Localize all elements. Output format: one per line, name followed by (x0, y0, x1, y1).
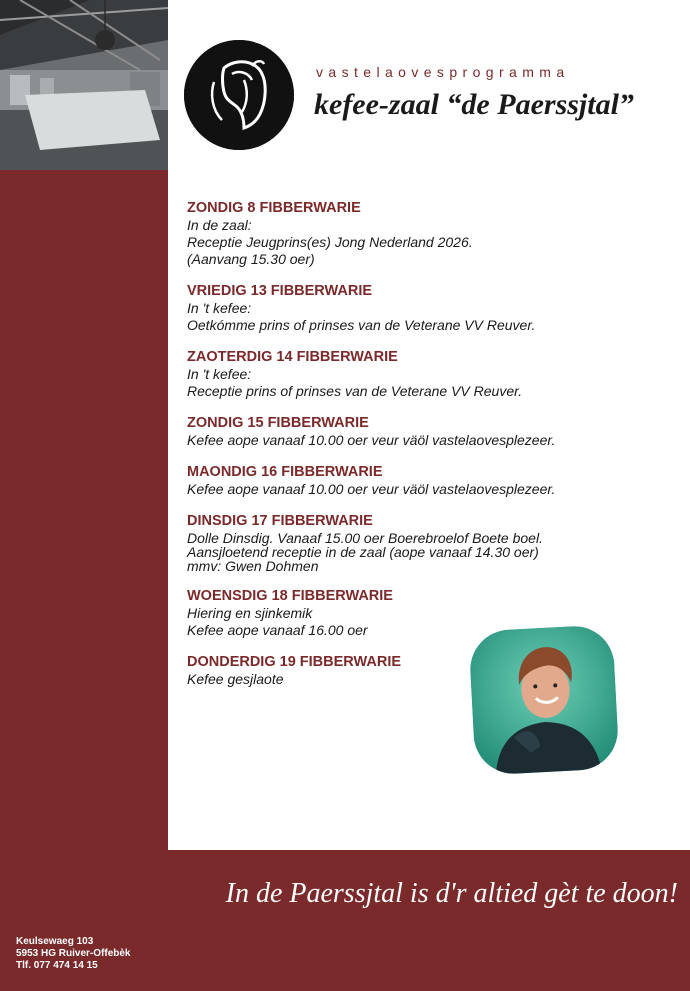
program-day (187, 415, 667, 449)
day-line: In 't kefee: (187, 366, 252, 382)
day-line: In de zaal: (187, 217, 252, 233)
program-day (187, 513, 667, 573)
day-line: Oetkómme prins of prinses van de Veterane VV Reuver. (187, 317, 536, 333)
address-city: 5953 HG Ruiver-Offebèk (16, 948, 131, 959)
day-line: Hiering en sjinkemik (187, 605, 313, 621)
footer-slogan: In de Paerssjtal is d'r altied gèt te doon! (225, 878, 678, 909)
horse-head-logo (184, 40, 294, 150)
day-title: DONDERDIG 19 FIBBERWARIE (187, 654, 402, 670)
day-title: ZAOTERDIG 14 FIBBERWARIE (187, 349, 398, 365)
left-color-band (0, 170, 168, 850)
footer-address (16, 936, 131, 972)
program-tagline: vastelaovesprogramma (316, 64, 570, 80)
program-day (187, 349, 667, 400)
day-line: Dolle Dinsdig. Vanaaf 15.00 oer Boerebroelof Boete boel. (187, 530, 543, 546)
day-line: Kefee aope vanaaf 10.00 oer veur väöl vastelaovesplezeer. (187, 432, 556, 448)
program-list (187, 200, 667, 703)
address-street: Keulsewaeg 103 (16, 936, 94, 947)
day-line: Aansjloetend receptie in de zaal (aope vanaaf 14.30 oer) (187, 544, 539, 560)
day-line: Receptie Jeugprins(es) Jong Nederland 2026. (187, 234, 473, 250)
singer-photo (468, 624, 619, 775)
day-title: WOENSDIG 18 FIBBERWARIE (187, 588, 393, 604)
program-day (187, 464, 667, 498)
day-title: ZONDIG 15 FIBBERWARIE (187, 415, 369, 431)
day-line: mmv: Gwen Dohmen (187, 558, 319, 574)
day-title: MAONDIG 16 FIBBERWARIE (187, 464, 383, 480)
day-line: (Aanvang 15.30 oer) (187, 251, 315, 267)
day-line: Kefee aope vanaaf 16.00 oer (187, 622, 368, 638)
program-day (187, 200, 667, 268)
day-title: VRIEDIG 13 FIBBERWARIE (187, 283, 373, 299)
program-day (187, 283, 667, 334)
day-line: Kefee gesjlaote (187, 671, 284, 687)
day-title: DINSDIG 17 FIBBERWARIE (187, 513, 373, 529)
day-line: In 't kefee: (187, 300, 252, 316)
address-phone: Tlf. 077 474 14 15 (16, 960, 98, 971)
hall-photo (0, 0, 168, 170)
day-line: Receptie prins of prinses van de Veterane VV Reuver. (187, 383, 523, 399)
venue-title: kefee-zaal “de Paerssjtal” (314, 88, 634, 121)
day-title: ZONDIG 8 FIBBERWARIE (187, 200, 361, 216)
day-line: Kefee aope vanaaf 10.00 oer veur väöl vastelaovesplezeer. (187, 481, 556, 497)
